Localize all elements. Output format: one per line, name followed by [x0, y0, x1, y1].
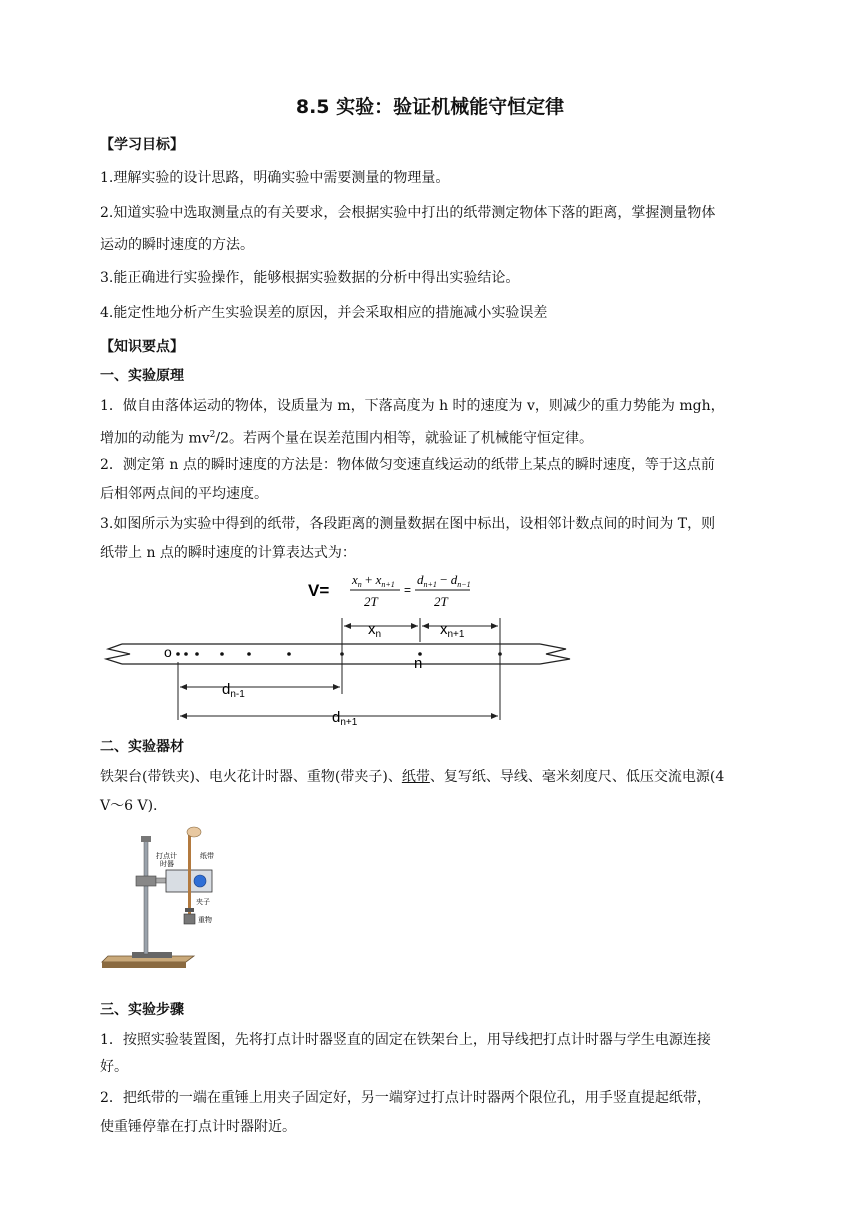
timer-disc — [194, 875, 206, 887]
arrowhead — [180, 713, 187, 719]
paper-tape — [188, 832, 191, 920]
goal-2a: 2.知道实验中选取测量点的有关要求，会根据实验中打出的纸带测定物体下落的距离，掌握测量物体 — [100, 205, 716, 221]
goal-1: 1.理解实验的设计思路，明确实验中需要测量的物理量。 — [100, 170, 450, 186]
equipment-b: V～6 V). — [100, 798, 158, 814]
xn-label: $x_n$ — [368, 621, 382, 640]
steps-heading: 三、实验步骤 — [100, 1002, 184, 1018]
label-tape: 纸带 — [200, 853, 214, 860]
tape-dot — [176, 652, 180, 656]
tape-dot — [195, 652, 199, 656]
velocity-formula — [300, 568, 480, 614]
arrowhead — [491, 713, 498, 719]
label-timer-2: 时器 — [160, 861, 174, 868]
principle-1b-sup: 2 — [209, 430, 216, 440]
page-title: 8.5 实验：验证机械能守恒定律 — [295, 96, 565, 118]
principle-1b-post: /2。若两个量在误差范围内相等，就验证了机械能守恒定律。 — [215, 430, 593, 447]
table-edge — [102, 962, 186, 968]
point-n-label: n — [414, 655, 423, 672]
principle-1b — [100, 425, 760, 449]
weight — [184, 914, 195, 924]
label-weight: 重物 — [198, 917, 212, 924]
points-heading: 【知识要点】 — [100, 339, 184, 355]
arrowhead — [180, 684, 187, 690]
principle-3a: 3.如图所示为实验中得到的纸带，各段距离的测量数据在图中标出，设相邻计数点间的时间为 T，则 — [100, 516, 716, 532]
stand-base — [132, 952, 172, 958]
principle-2a: 2．测定第 n 点的瞬时速度的方法是：物体做匀变速直线运动的纸带上某点的瞬时速度，等于这点前 — [100, 457, 715, 473]
equipment-a — [100, 767, 760, 787]
equipment-a-pre: 铁架台(带铁夹)、电火花计时器、重物(带夹子)、 — [100, 769, 402, 785]
arrowhead — [411, 623, 418, 629]
principle-2b: 后相邻两点间的平均速度。 — [100, 486, 268, 502]
step-1b: 好。 — [100, 1059, 128, 1075]
apparatus-figure — [100, 822, 240, 980]
equipment-a-post: 、复写纸、导线、毫米刻度尺、低压交流电源(4 — [429, 769, 725, 785]
formula-den-1: 2T — [364, 594, 378, 609]
goal-3: 3.能正确进行实验操作，能够根据实验数据的分析中得出实验结论。 — [100, 270, 520, 286]
rod-cap — [141, 836, 151, 842]
tape-left-tear — [106, 644, 130, 664]
goals-heading: 【学习目标】 — [100, 137, 184, 153]
paper-tape-diagram — [100, 612, 580, 732]
arrowhead — [333, 684, 340, 690]
formula-xn: $x_n + x_{n+1}$ — [352, 572, 395, 589]
step-2a: 2．把纸带的一端在重锤上用夹子固定好，另一端穿过打点计时器两个限位孔，用手竖直提起纸带， — [100, 1090, 711, 1106]
dn1-label: $d_{n+1}$ — [332, 709, 358, 728]
principle-heading: 一、实验原理 — [100, 368, 184, 384]
arrowhead — [422, 623, 429, 629]
equipment-tape-link: 纸带 — [401, 769, 430, 785]
goal-4: 4.能定性地分析产生实验误差的原因，并会采取相应的措施减小实验误差 — [100, 305, 548, 321]
clamp-block — [136, 876, 156, 886]
arrowhead — [491, 623, 498, 629]
hand — [187, 827, 201, 837]
clip — [185, 908, 194, 912]
formula-eq: = — [404, 583, 412, 597]
tape-dot — [287, 652, 291, 656]
formula-den-2: 2T — [434, 594, 448, 609]
goal-2b: 运动的瞬时速度的方法。 — [100, 237, 254, 253]
stand-rod — [144, 840, 148, 954]
formula-v: V= — [308, 581, 330, 600]
step-1a: 1．按照实验装置图，先将打点计时器竖直的固定在铁架台上，用导线把打点计时器与学生电源连接 — [100, 1032, 711, 1048]
principle-1a: 1．做自由落体运动的物体，设质量为 m，下落高度为 h 时的速度为 v，则减少的重力势能为 mgh， — [100, 398, 725, 414]
xn1-label: $x_{n+1}$ — [440, 621, 465, 640]
label-clip: 夹子 — [196, 899, 210, 906]
equipment-heading: 二、实验器材 — [100, 739, 184, 755]
formula-d: $d_{n+1} - d_{n-1}$ — [417, 572, 471, 589]
tape-dot — [247, 652, 251, 656]
tape-dot — [220, 652, 224, 656]
principle-1b-pre: 增加的动能为 mv — [100, 430, 210, 447]
origin-label: o — [164, 644, 172, 660]
label-timer: 打点计 — [156, 853, 177, 860]
dn-1-label: $d_{n-1}$ — [222, 681, 245, 700]
arrowhead — [344, 623, 351, 629]
step-2b: 使重锤停靠在打点计时器附近。 — [100, 1119, 296, 1135]
principle-3b: 纸带上 n 点的瞬时速度的计算表达式为： — [100, 545, 356, 561]
tape-dot — [184, 652, 188, 656]
tape-right-tear — [540, 644, 570, 664]
